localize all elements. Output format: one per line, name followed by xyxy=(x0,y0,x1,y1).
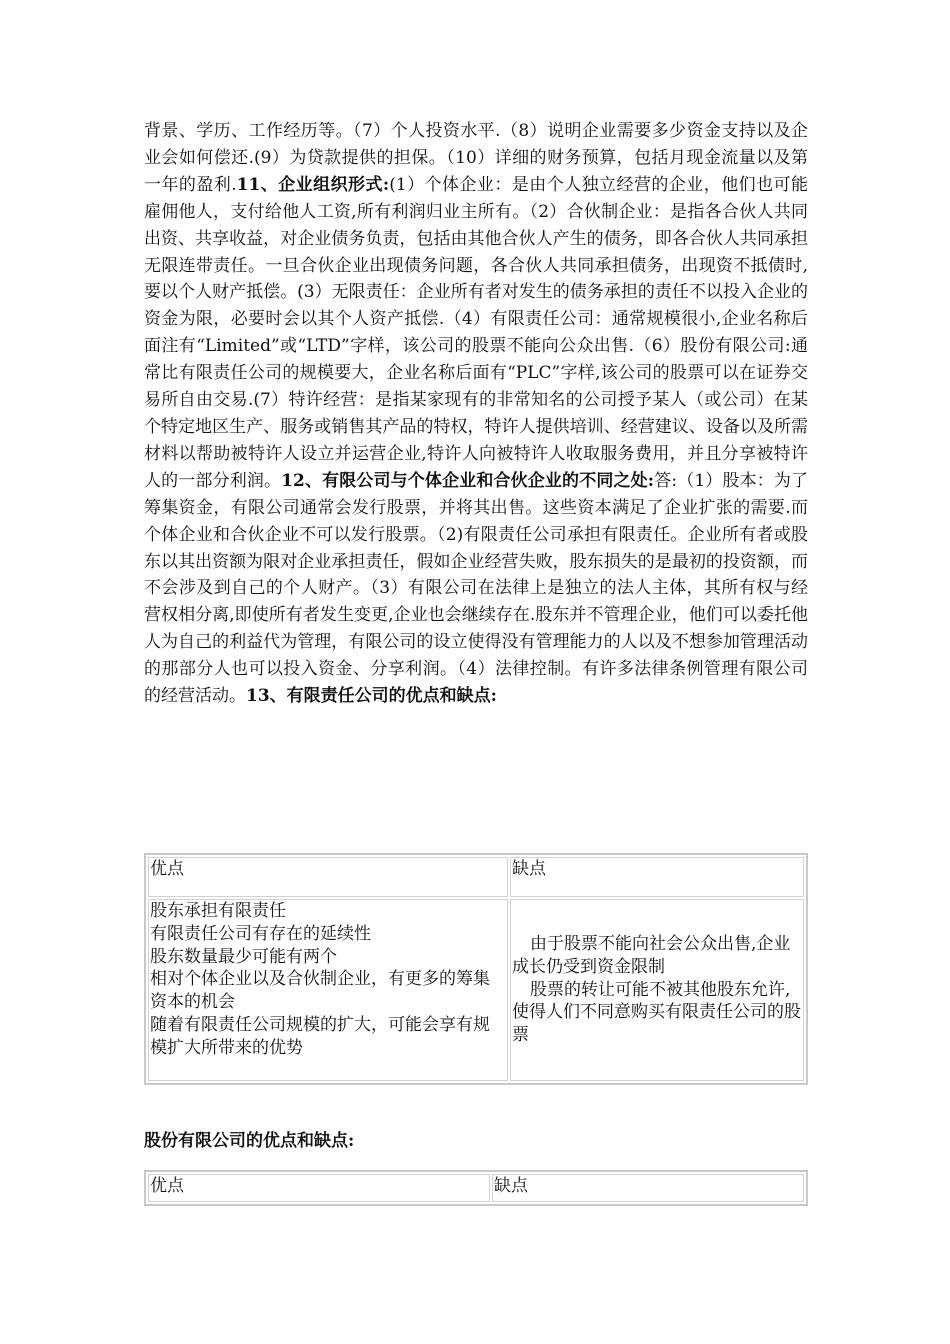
paragraph-text: 答:（1）股本：为了筹集资金，有限公司通常会发行股票，并将其出售。这些资本满足了企业扩张的需要.而个体企业和合伙企业不可以发行股票。（2)有限责任公司承担有限责任。企业所有者或股东以其出资额为限对企业承担责任，假如企业经营失败，股东损失的是最初的投资额，而不会涉及到自己的个人财产。（3）有限公司在法律上是独立的法人主体，其所有权与经营权相分离,即使所有者发生变更,企业也会继续存在.股东并不管理企业，他们可以委托他人为自己的利益代为管理，有限公司的设立使得没有管理能力的人以及不想参加管理活动的那部分人也可以投入资金、分享利润。（4）法律控制。有许多法律条例管理有限公司的经营活动。 xyxy=(144,470,809,707)
table-header-pros: 优点 xyxy=(148,1174,490,1202)
paragraph-text: (1）个体企业：是由个人独立经营的企业，他们也可能雇佣他人，支付给他人工资,所有利润归业主所有。（2）合伙制企业：是指各合伙人共同出资、共享收益，对企业债务负责，包括由其他合伙人产生的债务，即各合伙人共同承担无限连带责任。一旦合伙企业出现债务问题，各合伙人共同承担债务，出现资不抵债时,要以个人财产抵偿。(3）无限责任：企业所有者对发生的债务承担的责任不以投入企业的资金为限，必要时会以其个人资产抵偿.（4）有限责任公司：通常规模很小,企业名称后面注有“Limited”或“LTD”字样，该公司的股票不能向公众出售.（6）股份有限公司:通常比有限责任公司的规模要大，企业名称后面有“PLC”字样,该公司的股票可以在证券交易所自由交易.(7）特许经营：是指某家现有的非常知名的公司授予某人（或公司）在某个特定地区生产、服务或销售其产品的特权，特许人提供培训、经营建议、设备以及所需材料以帮助被特许人设立并运营企业,特许人向被特许人收取服务费用，并且分享被特许人的一部分利润。 xyxy=(144,174,809,491)
list-item: 股票的转让可能不被其他股东允许,使得人们不同意购买有限责任公司的股票 xyxy=(512,979,801,1046)
ltd-pros-cons-table xyxy=(144,853,808,1085)
section-heading-11: 11、企业组织形式: xyxy=(236,174,390,195)
table-header-row xyxy=(148,1174,804,1202)
table-header-row xyxy=(148,857,804,897)
plc-pros-cons-table xyxy=(144,1170,808,1206)
table-header-cons: 缺点 xyxy=(492,1174,804,1202)
list-item: 股东承担有限责任 xyxy=(150,901,286,921)
table-header-pros: 优点 xyxy=(148,857,508,897)
list-item: 股东数量最少可能有两个 xyxy=(150,946,337,967)
list-item: 随着有限责任公司规模的扩大，可能会享有规模扩大所带来的优势 xyxy=(150,1014,490,1058)
pros-cell xyxy=(148,899,508,1081)
table-header-cons: 缺点 xyxy=(510,857,804,897)
table-row xyxy=(148,899,804,1081)
document-body xyxy=(144,118,808,710)
paragraph-main xyxy=(144,118,808,710)
section-heading-13: 13、有限责任公司的优点和缺点: xyxy=(246,686,497,707)
list-item: 由于股票不能向社会公众出售,企业成长仍受到资金限制 xyxy=(512,934,791,977)
cons-cell xyxy=(510,899,804,1081)
section-heading-12: 12、有限公司与个体企业和合伙企业的不同之处: xyxy=(281,470,655,491)
list-item: 相对个体企业以及合伙制企业，有更多的筹集资本的机会 xyxy=(150,969,490,1013)
paragraph-text: 背景、学历、工作经历等。（7）个人投资水平.（8）说明企业需要多少资金支持以及企业会如何偿还.(9）为贷款提供的担保。（10）详细的财务预算，包括月现金流量以及第一年的盈利. xyxy=(144,121,808,195)
heading-plc-pros-cons: 股份有限公司的优点和缺点: xyxy=(144,1131,355,1151)
list-item: 有限责任公司有存在的延续性 xyxy=(150,923,371,944)
